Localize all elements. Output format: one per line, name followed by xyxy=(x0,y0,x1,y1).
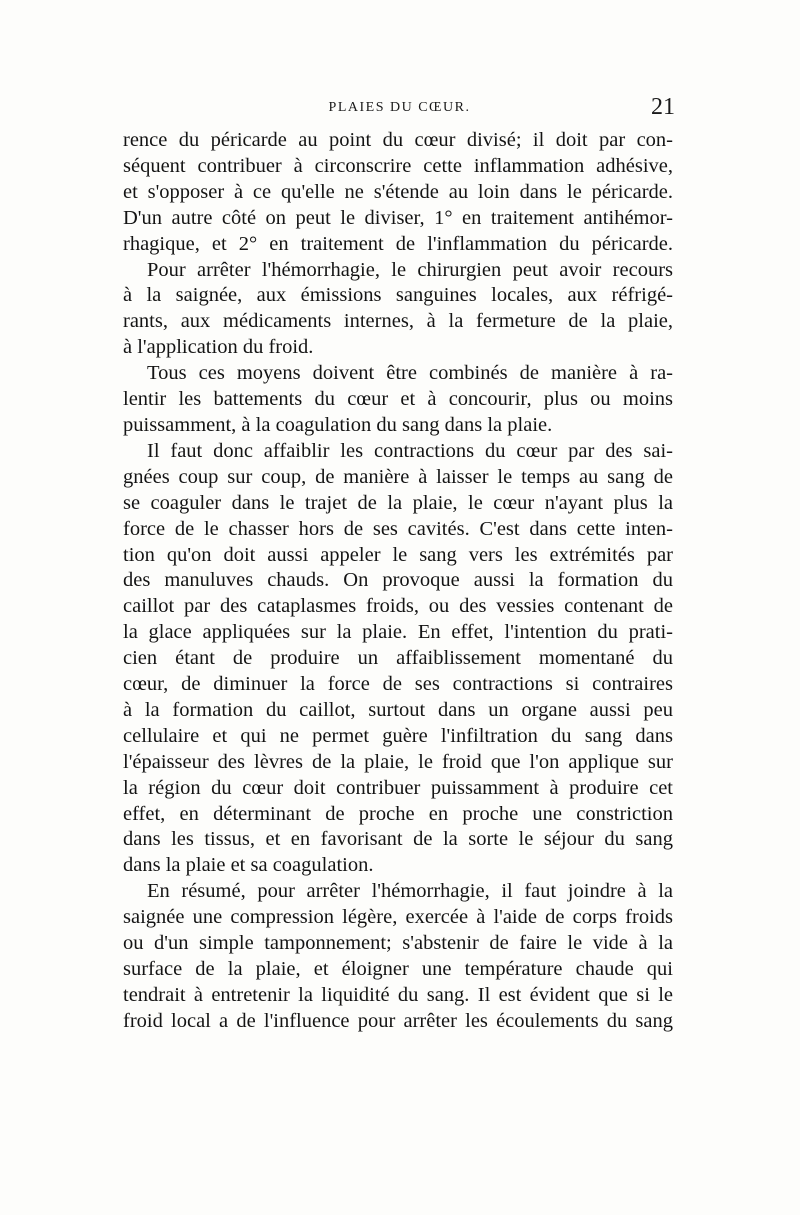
paragraph xyxy=(123,361,673,439)
text-line: lentir les battements du cœur et à concourir, plus ou moins xyxy=(123,388,673,411)
text-line: Il faut donc affaiblir les contractions du cœur par des sai- xyxy=(147,439,673,462)
text-line: tion qu'on doit aussi appeler le sang vers les extrémités par xyxy=(123,543,673,566)
text-line: cœur, de diminuer la force de ses contractions si contraires xyxy=(123,673,673,696)
text-line: puissamment, à la coagulation du sang dans la plaie. xyxy=(123,413,553,436)
text-line: Pour arrêter l'hémorrhagie, le chirurgien peut avoir recours xyxy=(147,258,673,281)
text-line: à la saignée, aux émissions sanguines locales, aux réfrigé- xyxy=(123,284,673,307)
text-line: effet, en déterminant de proche en proche une constriction xyxy=(123,802,673,825)
text-line: En résumé, pour arrêter l'hémorrhagie, il faut joindre à la xyxy=(147,880,673,903)
text-line: rants, aux médicaments internes, à la fermeture de la plaie, xyxy=(123,310,673,333)
page-number: 21 xyxy=(651,94,675,120)
paragraph xyxy=(123,258,673,362)
text-line: l'épaisseur des lèvres de la plaie, le froid que l'on applique sur xyxy=(123,750,673,773)
text-line: dans la plaie et sa coagulation. xyxy=(123,854,374,877)
text-line: la glace appliquées sur la plaie. En effet, l'intention du prati- xyxy=(123,621,673,644)
paragraph xyxy=(123,879,673,1034)
text-line: la région du cœur doit contribuer puissamment à produire cet xyxy=(123,776,673,799)
text-line: tendrait à entretenir la liquidité du sang. Il est évident que si le xyxy=(123,983,673,1006)
text-line: séquent contribuer à circonscrire cette inflammation adhésive, xyxy=(123,154,673,177)
text-line: rhagique, et 2° en traitement de l'inflammation du péricarde. xyxy=(123,232,673,255)
text-line: à l'application du froid. xyxy=(123,336,314,359)
text-line: des manuluves chauds. On provoque aussi la formation du xyxy=(123,569,673,592)
text-line: et s'opposer à ce qu'elle ne s'étende au loin dans le péricarde. xyxy=(123,180,673,203)
text-line: saignée une compression légère, exercée à l'aide de corps froids xyxy=(123,906,673,929)
text-line: rence du péricarde au point du cœur divisé; il doit par con- xyxy=(123,129,673,151)
text-line: cellulaire et qui ne permet guère l'infiltration du sang dans xyxy=(123,724,673,747)
text-line: se coaguler dans le trajet de la plaie, le cœur n'ayant plus la xyxy=(123,491,673,514)
text-line: froid local a de l'influence pour arrêter les écoulements du sang xyxy=(123,1009,673,1032)
text-line: cien étant de produire un affaiblissement momentané du xyxy=(123,647,673,670)
text-line: surface de la plaie, et éloigner une température chaude qui xyxy=(123,958,673,980)
text-line: force de le chasser hors de ses cavités. C'est dans cette inten- xyxy=(123,517,673,540)
text-line: gnées coup sur coup, de manière à laisser le temps au sang de xyxy=(123,465,673,488)
text-line: D'un autre côté on peut le diviser, 1° en traitement antihémor- xyxy=(123,206,673,229)
body-text xyxy=(123,128,673,1035)
running-head xyxy=(122,94,677,118)
running-title: PLAIES DU CŒUR. xyxy=(328,100,471,115)
text-line: Tous ces moyens doivent être combinés de manière à ra- xyxy=(147,362,673,385)
paragraph xyxy=(123,439,673,879)
text-line: à la formation du caillot, surtout dans un organe aussi peu xyxy=(123,698,673,721)
text-line: dans les tissus, et en favorisant de la sorte le séjour du sang xyxy=(123,828,673,851)
text-line: caillot par des cataplasmes froids, ou des vessies contenant de xyxy=(123,595,673,618)
paragraph xyxy=(123,128,673,258)
text-line: ou d'un simple tamponnement; s'abstenir de faire le vide à la xyxy=(123,932,673,955)
